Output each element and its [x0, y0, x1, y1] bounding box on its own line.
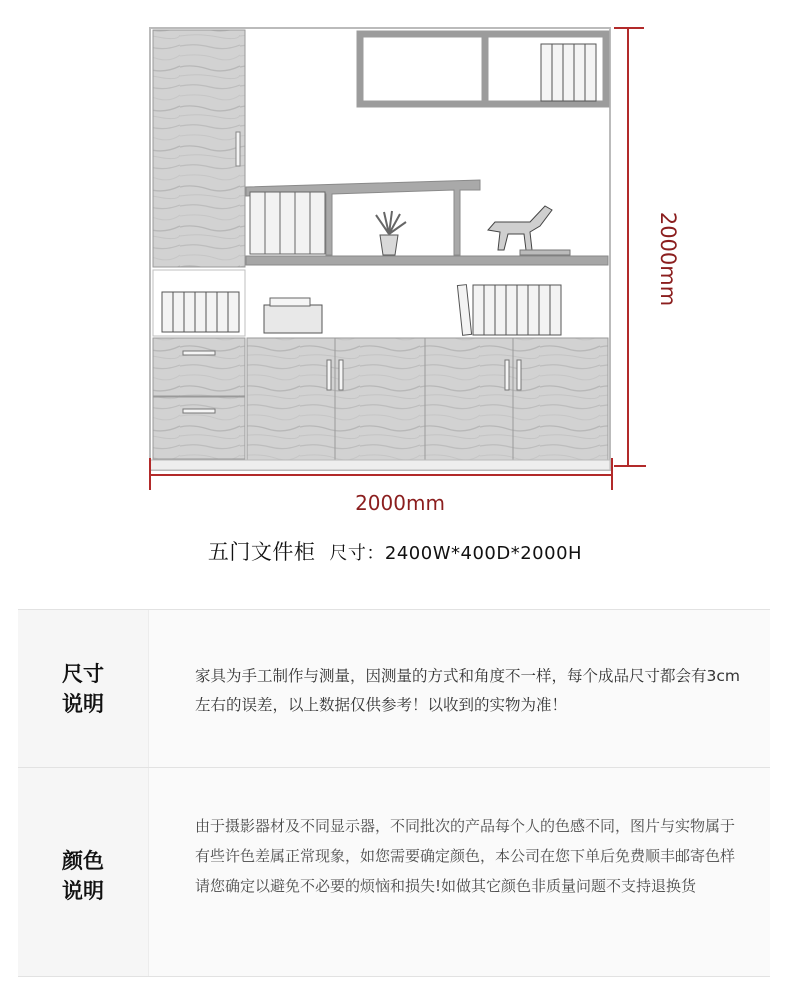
door-handle — [327, 360, 331, 390]
product-name: 五门文件柜 — [207, 540, 316, 564]
door-handle — [517, 360, 521, 390]
door-handle — [339, 360, 343, 390]
door-handle — [505, 360, 509, 390]
product-caption — [0, 536, 790, 566]
product-spec: 尺寸：2400W*400D*2000H — [329, 543, 583, 564]
binders-middle — [250, 192, 325, 254]
tall-door — [153, 30, 245, 267]
lower-door-2 — [335, 338, 425, 460]
drawer-top — [153, 338, 245, 396]
width-label: 2000mm — [355, 491, 445, 515]
lower-door-3 — [425, 338, 513, 460]
height-label: 2000mm — [656, 211, 680, 307]
size-note-row — [18, 610, 770, 768]
size-note-body — [148, 610, 770, 767]
color-note-label — [18, 768, 148, 976]
color-note-text: 由于摄影器材及不同显示器，不同批次的产品每个人的色感不同，图片与实物属于有些许色差属正常现象，如您需要确定颜色，本公司在您下单后免费顺丰邮寄色样请您确定以避免不必要的烦恼和损失!如做其它颜色非质量问题不支持退换货 — [195, 817, 736, 895]
mid-board — [246, 256, 608, 265]
binders-lower-left — [162, 292, 239, 332]
lower-door-4 — [513, 338, 608, 460]
tall-door-handle — [236, 132, 240, 166]
height-dimension — [614, 28, 680, 466]
size-note-label-line2: 说明 — [62, 691, 104, 716]
color-note-label-line2: 说明 — [62, 879, 104, 903]
drawer-bottom-handle — [183, 409, 215, 413]
info-table — [18, 609, 770, 977]
size-note-label — [18, 610, 148, 767]
binders-top — [541, 44, 596, 101]
size-note-label-line1: 尺寸 — [62, 661, 104, 686]
cabinet-base — [150, 460, 610, 470]
lower-door-1 — [247, 338, 335, 460]
size-note-text: 家具为手工制作与测量，因测量的方式和角度不一样，每个成品尺寸都会有3cm左右的误差，以上数据仅供参考！以收到的实物为准！ — [195, 667, 740, 714]
color-note-row — [18, 768, 770, 976]
drawer-top-handle — [183, 351, 215, 355]
binders-lower-right — [457, 285, 561, 336]
color-note-label-line1: 颜色 — [62, 849, 104, 873]
drawer-bottom — [153, 397, 245, 459]
color-note-body — [148, 768, 770, 976]
